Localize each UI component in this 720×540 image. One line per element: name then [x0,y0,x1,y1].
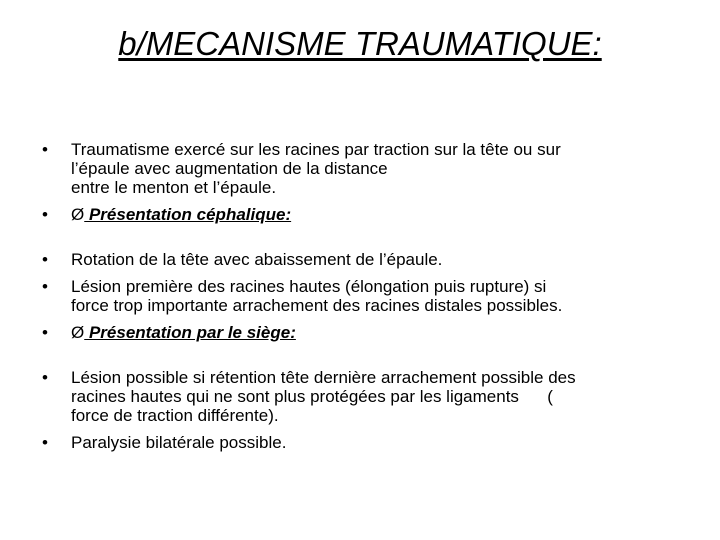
bullet-text-line: Lésion première des racines hautes (élongation puis rupture) si [71,277,547,296]
bullet-subheading [42,205,682,224]
bullet-text-line: l’épaule avec augmentation de la distance [71,159,388,178]
slide-title: b/MECANISME TRAUMATIQUE: [118,25,602,62]
bullet-item [42,368,682,425]
bullet-list [42,140,682,452]
bullet-item [42,250,682,269]
bullet-text-line: force de traction différente). [71,406,279,425]
bullet-text-line: entre le menton et l’épaule. [71,178,277,197]
bullet-subheading [42,323,682,342]
bullet-text-line: Lésion possible si rétention tête dernière arrachement possible des [71,368,576,387]
subheading-line [71,323,682,342]
bullet-dot: • [42,250,48,269]
bullet-dot: • [42,323,48,342]
bullet-dot: • [42,368,48,387]
arrow-symbol-icon: Ø [71,205,85,224]
bullet-dot: • [42,433,48,452]
subheading-text: Présentation céphalique: [84,205,292,224]
bullet-dot: • [42,140,48,159]
bullet-text-line: Traumatisme exercé sur les racines par traction sur la tête ou sur [71,140,561,159]
subheading-text: Présentation par le siège: [84,323,296,342]
bullet-text-line: Rotation de la tête avec abaissement de l’épaule. [71,250,443,269]
bullet-text-line: force trop importante arrachement des racines distales possibles. [71,296,563,315]
subheading-line [71,205,682,224]
bullet-text-line: Paralysie bilatérale possible. [71,433,287,452]
bullet-item [42,140,682,197]
bullet-text-line: racines hautes qui ne sont plus protégées par les ligaments ( [71,387,553,406]
bullet-item [42,433,682,452]
arrow-symbol-icon: Ø [71,323,85,342]
bullet-dot: • [42,205,48,224]
bullet-item [42,277,682,315]
bullet-dot: • [42,277,48,296]
